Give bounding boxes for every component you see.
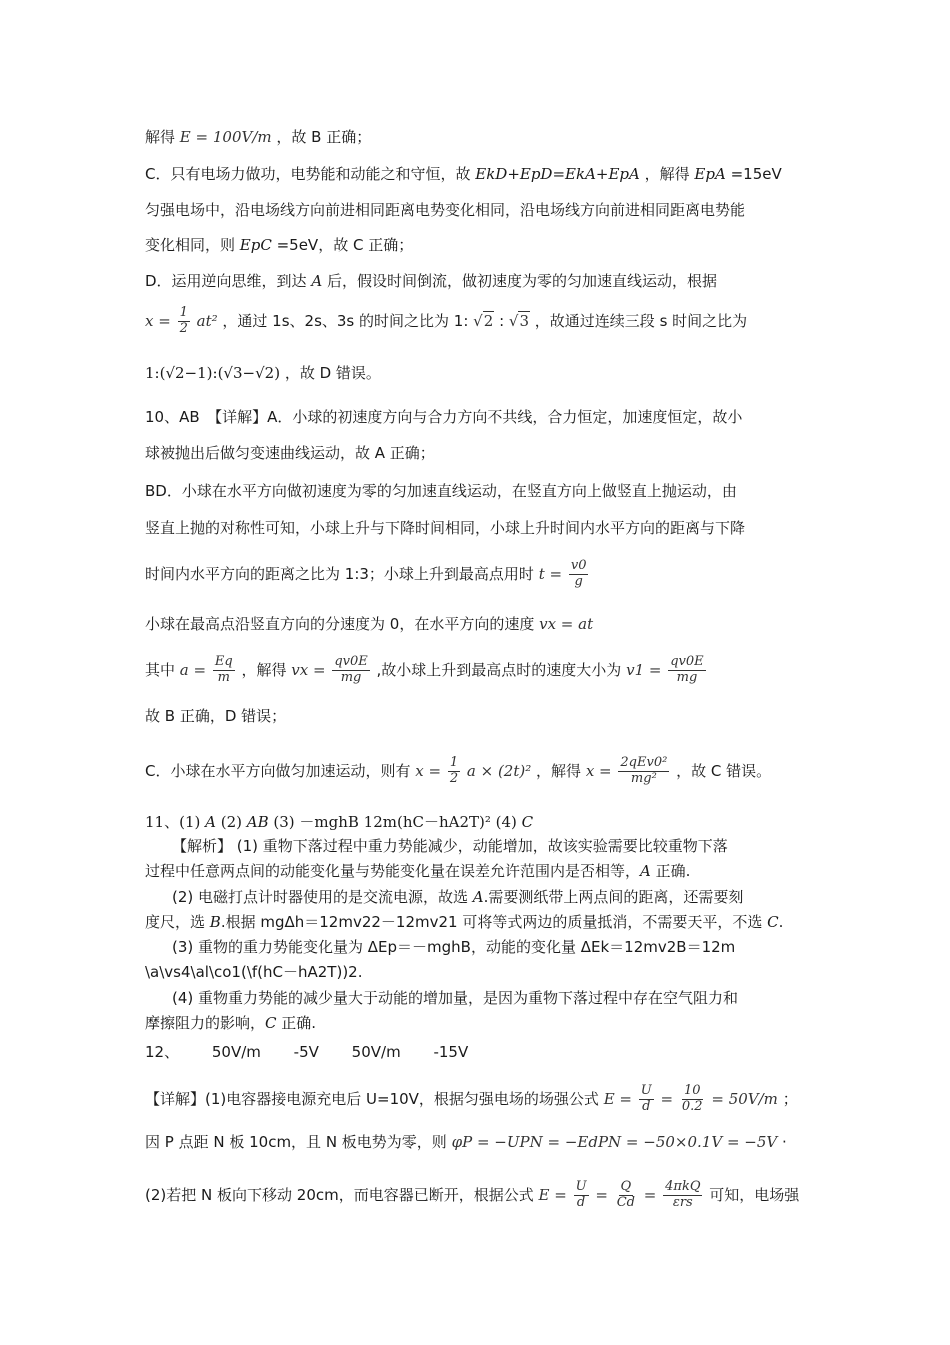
text: ，解得	[644, 165, 695, 183]
formula-epa: EpA	[694, 165, 726, 183]
answer-2: -5V	[293, 1043, 319, 1061]
line-17	[145, 813, 533, 831]
formula-e-eq: E =	[538, 1185, 567, 1204]
text: ，解得	[241, 660, 287, 679]
text: ，故 D 错误。	[284, 364, 381, 382]
question-number: 12、	[145, 1043, 180, 1061]
numerator: Q	[620, 1179, 632, 1194]
formula-a: A	[311, 272, 323, 290]
formula-energy-conservation: EkD+EpD=EkA+EpA	[475, 165, 640, 183]
option-b: B	[209, 913, 221, 931]
line-29	[145, 1180, 799, 1211]
line-26	[145, 1043, 468, 1061]
line-3: 匀强电场中，沿电场线方向前进相同距离电势变化相同，沿电场线方向前进相同距离电势能	[145, 201, 746, 219]
text: (2)	[215, 813, 247, 831]
numerator: U	[575, 1179, 587, 1194]
denominator: mg²	[630, 770, 657, 786]
fraction-2qev0-mg2	[618, 756, 669, 787]
denominator: d	[642, 1098, 651, 1114]
denominator: mg	[340, 669, 362, 685]
text: :	[499, 311, 505, 330]
option-c: C	[767, 913, 779, 931]
line-6	[145, 306, 747, 337]
line-16	[145, 756, 771, 787]
text: (2)若把 N 板向下移动 20cm，而电容器已断开，根据公式	[145, 1185, 534, 1204]
fraction-q-cd	[615, 1180, 637, 1211]
option-c: C	[265, 1014, 277, 1032]
formula-equals: =	[595, 1185, 608, 1204]
text: (3) －mghB 12m(hC－hA2T)² (4)	[268, 813, 522, 831]
denominator: g	[574, 573, 583, 589]
numerator: 2qEv0²	[620, 755, 668, 770]
denominator: 0.2	[681, 1098, 703, 1114]
line-21	[145, 913, 783, 931]
answer-3: 50V/m	[351, 1043, 401, 1061]
formula-x: x =	[145, 311, 171, 330]
line-27	[145, 1084, 798, 1115]
text: 正确.	[650, 862, 691, 880]
fraction-u-d	[639, 1084, 654, 1115]
answer-2: AB	[246, 813, 269, 831]
formula-vx: vx = at	[539, 615, 594, 633]
radicand: 3	[519, 311, 530, 330]
line-5	[145, 272, 717, 290]
denominator: 2	[179, 320, 188, 336]
numerator: qv0E	[670, 654, 704, 669]
option-a: A	[472, 888, 484, 906]
line-8: 10、AB 【详解】A．小球的初速度方向与合力方向不共线，合力恒定，加速度恒定，故小	[145, 408, 743, 426]
formula-equals: =	[660, 1089, 674, 1108]
formula-at2: at²	[196, 311, 218, 330]
formula-a-2t: a × (2t)²	[466, 761, 532, 780]
text: 11、(1)	[145, 813, 206, 831]
text: 其中	[145, 660, 176, 679]
numerator: 4πkQ	[665, 1179, 701, 1194]
line-28	[145, 1133, 787, 1151]
text: .	[778, 913, 784, 931]
numerator: U	[640, 1083, 652, 1098]
text: C．只有电场力做功，电势能和动能之和守恒，故	[145, 165, 476, 183]
line-2	[145, 165, 782, 183]
formula-v1-eq: v1 =	[626, 660, 662, 679]
text: ，故 C 错误。	[676, 761, 772, 780]
text: ，故 B 正确；	[276, 128, 372, 146]
numerator: 1	[449, 755, 459, 770]
text: 【详解】(1)电容器接电源充电后 U=10V，根据匀强电场的场强公式	[145, 1089, 599, 1108]
line-23: \a\vs4\al\co1(\f(hC－hA2T))2.	[145, 963, 363, 981]
denominator: 2	[449, 770, 459, 786]
line-19	[145, 862, 690, 880]
fraction-half-2	[448, 756, 460, 787]
line-20	[172, 888, 743, 906]
line-15: 故 B 正确，D 错误；	[145, 707, 287, 725]
text: 摩擦阻力的影响，	[145, 1014, 266, 1032]
option-a: A	[640, 862, 651, 880]
fraction-half	[178, 306, 190, 337]
text: ,故小球上升到最高点时的速度大小为	[376, 660, 622, 679]
text: 正确.	[276, 1014, 317, 1032]
text: D．运用逆向思维，到达	[145, 272, 312, 290]
text: ；	[782, 1089, 798, 1108]
formula-x-eq: x =	[415, 761, 442, 780]
formula-vx-eq: vx =	[291, 660, 326, 679]
text: ，故通过连续三段 s 时间之比为	[534, 311, 748, 330]
text: 时间内水平方向的距离之比为 1:3；小球上升到最高点用时	[145, 564, 534, 583]
line-4	[145, 236, 413, 254]
formula-e-100: E = 100V/m	[179, 128, 272, 146]
formula-a-eq: a =	[179, 660, 207, 679]
radicand: 2	[483, 311, 494, 330]
numerator: 10	[683, 1083, 701, 1098]
line-1	[145, 128, 371, 146]
text: ，通过 1s、2s、3s 的时间之比为 1:	[222, 311, 469, 330]
sqrt-2: √2	[473, 311, 494, 330]
fraction-10-02	[680, 1084, 705, 1115]
line-11: 竖直上抛的对称性可知，小球上升与下降时间相同，小球上升时间内水平方向的距离与下降	[145, 519, 746, 537]
text: =15eV	[730, 165, 782, 183]
fraction-qv0e-mg	[332, 655, 369, 686]
denominator: mg	[676, 669, 698, 685]
text: 变化相同，则	[145, 236, 240, 254]
line-12	[145, 559, 590, 590]
line-10: BD．小球在水平方向做初速度为零的匀加速直线运动，在竖直方向上做竖直上抛运动，由	[145, 482, 737, 500]
line-14	[145, 655, 708, 686]
numerator: 1	[179, 305, 188, 320]
line-22: (3) 重物的重力势能变化量为 ΔEp＝－mghB，动能的变化量 ΔEk＝12mv2B＝12m	[172, 938, 736, 956]
text: 可知，电场强	[709, 1185, 800, 1204]
formula-equals: =	[643, 1185, 657, 1204]
text: (2) 电磁打点计时器使用的是交流电源，故选	[172, 888, 473, 906]
numerator: qv0E	[334, 654, 368, 669]
denominator: Cd	[616, 1194, 635, 1210]
formula-potential: φP = −UPN = −EdPN = −50×0.1V = −5V	[451, 1133, 778, 1151]
text: 过程中任意两点间的动能变化量与势能变化量在误差允许范围内是否相等，	[145, 862, 641, 880]
line-25	[145, 1014, 316, 1032]
text: ·	[782, 1133, 787, 1151]
answer-1: A	[205, 813, 216, 831]
fraction-qv0e-mg-2	[668, 655, 705, 686]
answer-4: C	[521, 813, 534, 831]
text: 小球在最高点沿竖直方向的分速度为 0，在水平方向的速度	[145, 615, 535, 633]
numerator: Eq	[214, 654, 233, 669]
fraction-eq-m	[213, 655, 235, 686]
line-18: 【解析】 (1) 重物下落过程中重力势能减少，动能增加，故该实验需要比较重物下落	[172, 837, 728, 855]
formula-time-ratio: 1:(√2−1):(√3−√2)	[145, 364, 281, 382]
formula-t: t =	[538, 564, 563, 583]
text: 后，假设时间倒流，做初速度为零的匀加速直线运动，根据	[326, 272, 717, 290]
text: =5eV，故 C 正确；	[276, 236, 414, 254]
fraction-v0-g	[569, 559, 589, 590]
text: 度尺，选	[145, 913, 210, 931]
answer-4: -15V	[433, 1043, 469, 1061]
formula-result: = 50V/m	[711, 1089, 778, 1108]
numerator: v0	[570, 558, 587, 573]
fraction-4pikq-es	[663, 1180, 702, 1211]
text: .根据 mgΔh＝12mv22－12mv21 可将等式两边的质量抵消，不需要天平，不选	[220, 913, 768, 931]
line-13	[145, 615, 593, 633]
line-9: 球被抛出后做匀变速曲线运动，故 A 正确；	[145, 444, 435, 462]
text: .需要测纸带上两点间的距离，还需要刻	[483, 888, 744, 906]
formula-e-eq: E =	[603, 1089, 632, 1108]
formula-epc: EpC	[239, 236, 272, 254]
fraction-u-d	[574, 1180, 589, 1211]
denominator: εrs	[672, 1194, 693, 1210]
sqrt-3: √3	[508, 311, 530, 330]
line-7	[145, 364, 381, 382]
text: C．小球在水平方向做匀加速运动，则有	[145, 761, 411, 780]
formula-x-eq-2: x =	[585, 761, 612, 780]
text: 因 P 点距 N 板 10cm，且 N 板电势为零，则	[145, 1133, 447, 1151]
denominator: d	[576, 1194, 586, 1210]
answer-1: 50V/m	[211, 1043, 261, 1061]
denominator: m	[217, 669, 230, 685]
text: ，解得	[536, 761, 582, 780]
line-24: (4) 重物重力势能的减少量大于动能的增加量，是因为重物下落过程中存在空气阻力和	[172, 989, 739, 1007]
text: 解得	[145, 128, 176, 146]
